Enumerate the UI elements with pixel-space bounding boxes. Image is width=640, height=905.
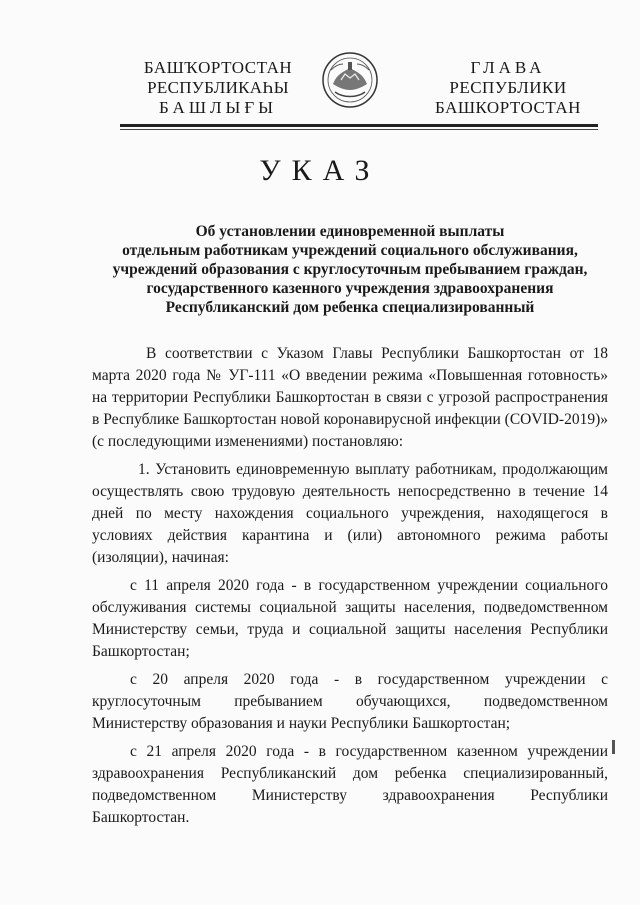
subject-line: учреждений образования с круглосуточным пребыванием граждан, (112, 261, 588, 278)
header-right-line: ГЛАВА (470, 58, 546, 77)
subject-line: Об установлении единовременной выплаты (195, 223, 505, 240)
header-left-line: РЕСПУБЛИКАҺЫ (147, 78, 289, 97)
subject-line: государственного казенного учреждения здравоохранения (146, 280, 554, 297)
subject-line: Республиканский дом ребенка специализированный (165, 299, 535, 316)
coat-of-arms-emblem-icon (321, 50, 379, 110)
sub-item-paragraph: с 20 апреля 2020 года - в государственном учреждении с круглосуточным пребыванием обучающихся, подведомственном Министерству образования и науки Республики Башкортостан; (92, 671, 608, 732)
decree-subject (80, 222, 620, 317)
header-right-line: БАШКОРТОСТАН (435, 98, 581, 117)
header-russian (418, 58, 598, 118)
header-divider-thin (120, 129, 598, 130)
header-divider (120, 124, 598, 127)
decree-body (92, 343, 608, 835)
subject-line: отдельным работникам учреждений социального обслуживания, (122, 242, 578, 259)
scan-artifact (612, 740, 615, 754)
document-title: УКАЗ (259, 154, 381, 187)
header-left-line: БАШҠОРТОСТАН (143, 58, 293, 77)
header-bashkir (118, 58, 318, 118)
header-left-line: БАШЛЫҒЫ (159, 98, 277, 117)
preamble-paragraph: В соответствии с Указом Главы Республики Башкортостан от 18 марта 2020 года № УГ-111 «О введении режима «Повышенная готовность» на территории Республики Башкортостан в связи с угрозой распространения в Республике Башкортостан новой коронавирусной инфекции (COVID-2019)» (с последующими изменениями) постановляю: (92, 345, 608, 450)
header-right-line: РЕСПУБЛИКИ (449, 78, 567, 97)
sub-item-paragraph: с 21 апреля 2020 года - в государственном казенном учреждении здравоохранения Республиканский дом ребенка специализированный, подведомственном Министерству здравоохранения Республики Башкортостан. (92, 743, 608, 826)
sub-item-paragraph: с 11 апреля 2020 года - в государственном учреждении социального обслуживания системы социальной защиты населения, подведомственном Министерству семьи, труда и социальной защиты населения Республики Башкортостан; (92, 577, 608, 660)
item-1-paragraph: 1. Установить единовременную выплату работникам, продолжающим осуществлять свою трудовую деятельность непосредственно в течение 14 дней по месту нахождения социального учреждения, находящегося в условиях действия карантина и (или) автономного режима работы (изоляции), начиная: (92, 461, 608, 566)
